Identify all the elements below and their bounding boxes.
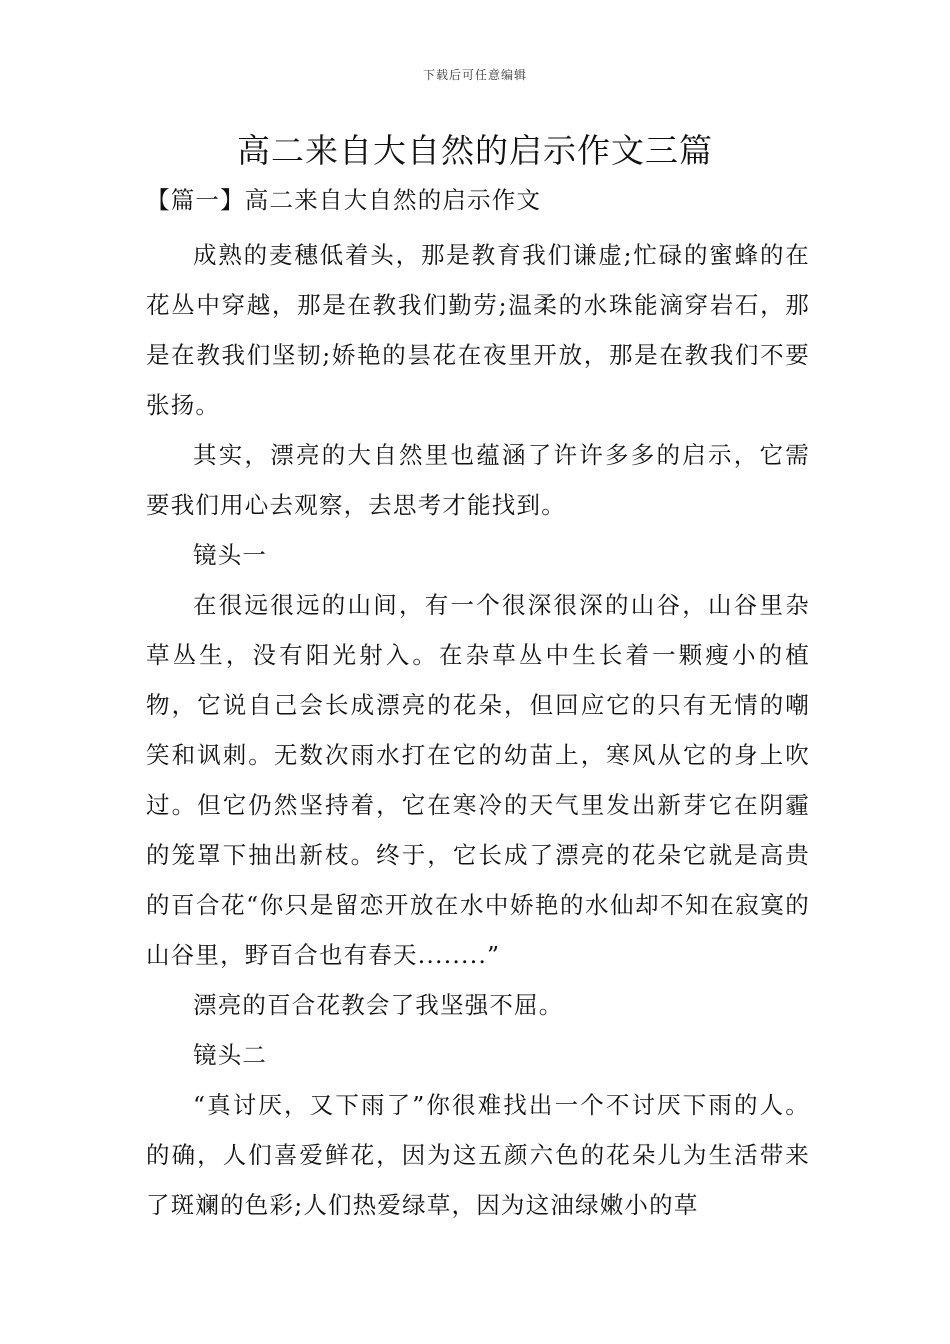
paragraph-intro: 成熟的麦穗低着头，那是教育我们谦虚;忙碌的蜜蜂的在花丛中穿越，那是在教我们勤劳;温柔的水珠能滴穿岩石，那是在教我们坚韧;娇艳的昙花在夜里开放，那是在教我们不要张扬。: [146, 241, 810, 419]
paragraph-scene-one: 在很远很远的山间，有一个很深很深的山谷，山谷里杂草丛生，没有阳光射入。在杂草丛中生长着一颗瘦小的植物，它说自己会长成漂亮的花朵，但回应它的只有无情的嘲笑和讽刺。无数次雨水打在它的幼苗上，寒风从它的身上吹过。但它仍然坚持着，它在寒冷的天气里发出新芽它在阴霾的笼罩下抽出新枝。终于，它长成了漂亮的花朵它就是高贵的百合花“你只是留恋开放在水中娇艳的水仙却不知在寂寞的山谷里，野百合也有春天........”: [146, 591, 810, 969]
header-note: 下载后可任意编辑: [422, 68, 527, 82]
document-title: 高二来自大自然的启示作文三篇: [237, 131, 713, 170]
document-body: [146, 180, 810, 1230]
paragraph-lily-lesson: 漂亮的百合花教会了我坚强不屈。: [193, 991, 564, 1019]
paragraph-insight: 其实，漂亮的大自然里也蕴涵了许许多多的启示，它需要我们用心去观察，去思考才能找到。: [146, 441, 810, 519]
section-heading: 【篇一】高二来自大自然的启示作文: [146, 186, 542, 214]
scene-heading-one: 镜头一: [193, 541, 268, 569]
paragraph-scene-two: “真讨厌，又下雨了”你很难找出一个不讨厌下雨的人。的确，人们喜爱鲜花，因为这五颜六色的花朵儿为生活带来了斑斓的色彩;人们热爱绿草，因为这油绿嫩小的草: [146, 1091, 810, 1219]
scene-heading-two: 镜头二: [193, 1041, 268, 1069]
